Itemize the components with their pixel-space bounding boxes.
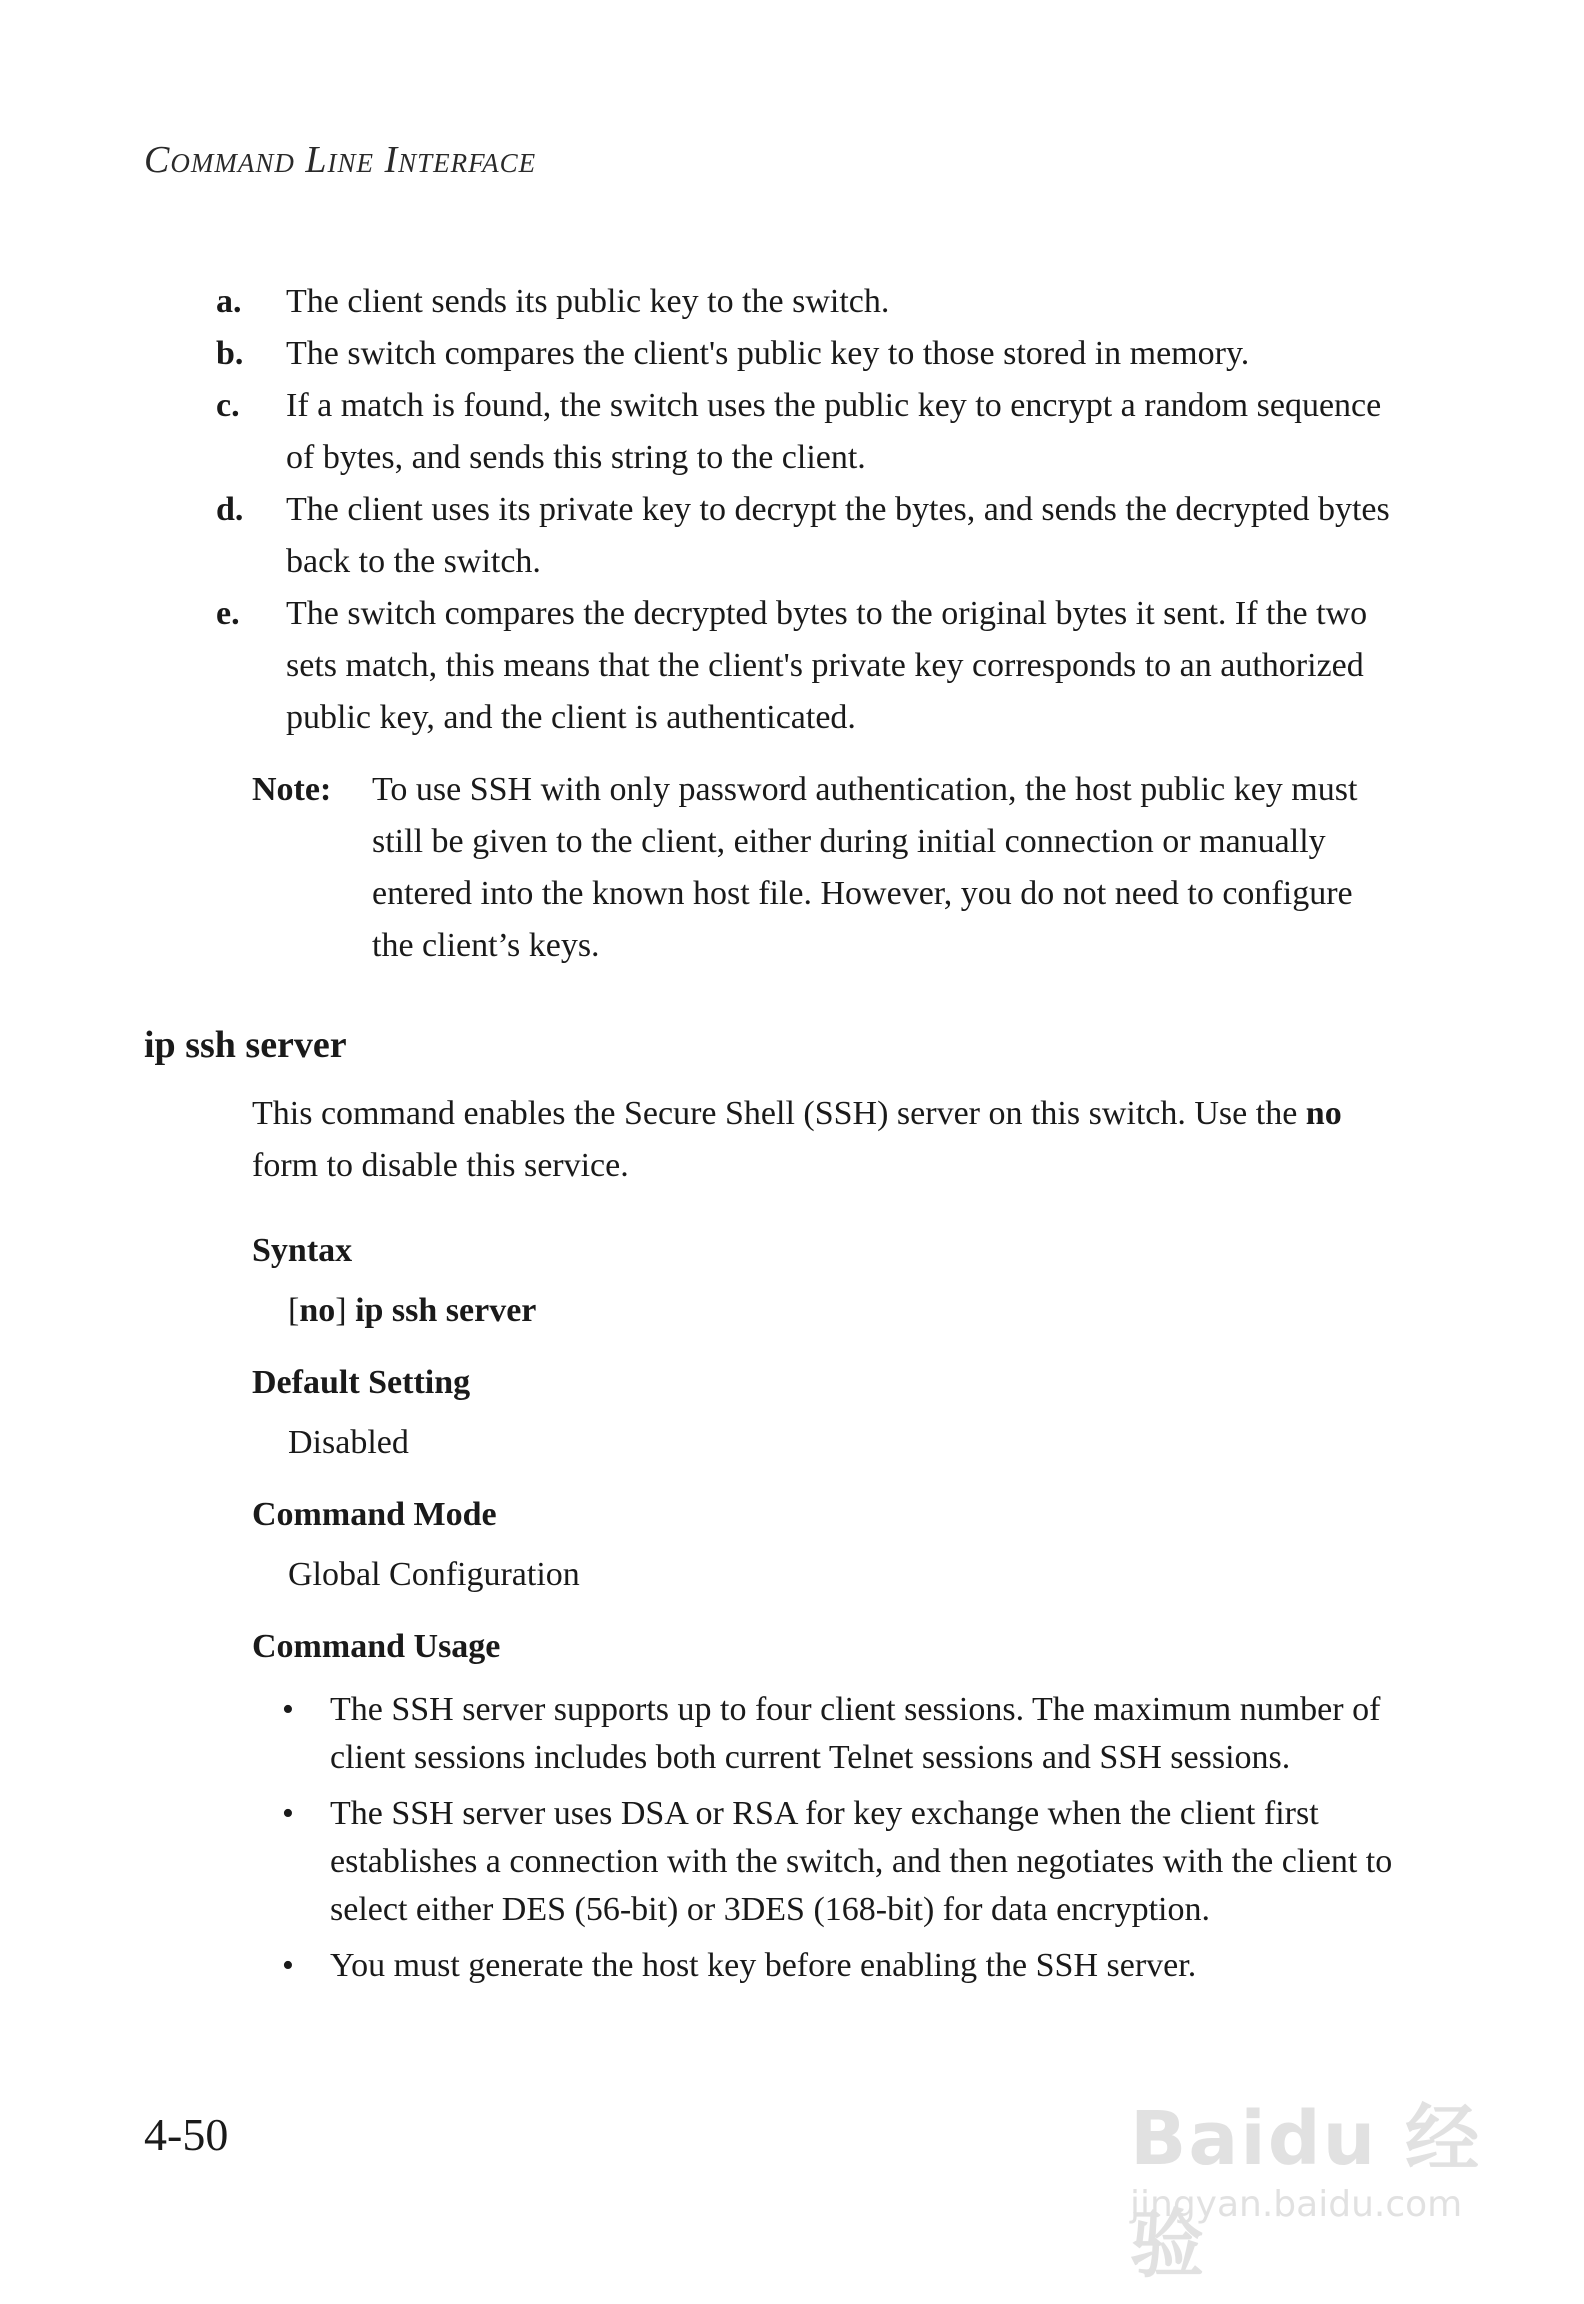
page-number: 4-50 bbox=[144, 2109, 229, 2160]
list-item bbox=[216, 588, 1396, 744]
step-marker: c. bbox=[216, 387, 240, 424]
step-text: If a match is found, the switch uses the public key to encrypt a random sequence of bytes, and sends this string to the client. bbox=[286, 387, 1382, 476]
usage-text: The SSH server supports up to four client sessions. The maximum number of client sessions includes both current Telnet sessions and SSH sessions. bbox=[330, 1691, 1381, 1776]
list-item bbox=[282, 1942, 1402, 1990]
step-text: The client uses its private key to decrypt the bytes, and sends the decrypted bytes back to the switch. bbox=[286, 491, 1390, 580]
running-header: Command Line Interface bbox=[144, 139, 537, 181]
usage-text: You must generate the host key before enabling the SSH server. bbox=[330, 1947, 1197, 1984]
command-usage-heading: Command Usage bbox=[252, 1628, 501, 1665]
command-mode-heading: Command Mode bbox=[252, 1496, 497, 1533]
step-marker: d. bbox=[216, 491, 244, 528]
bullet-icon: • bbox=[282, 1795, 294, 1832]
default-setting-value: Disabled bbox=[288, 1424, 409, 1461]
list-item bbox=[216, 484, 1396, 588]
command-description bbox=[252, 1088, 1402, 1192]
syntax-heading: Syntax bbox=[252, 1232, 353, 1269]
bullet-icon: • bbox=[282, 1691, 294, 1728]
default-setting-heading: Default Setting bbox=[252, 1364, 471, 1401]
step-text: The client sends its public key to the switch. bbox=[286, 283, 890, 320]
list-item bbox=[216, 276, 1396, 328]
note-label: Note: bbox=[252, 771, 332, 808]
baidu-watermark bbox=[1130, 2080, 1490, 2288]
description-text: This command enables the Secure Shell (SSH) server on this switch. Use the bbox=[252, 1095, 1306, 1132]
syntax-bracket-open: [ bbox=[288, 1292, 300, 1329]
step-text: The switch compares the client's public key to those stored in memory. bbox=[286, 335, 1250, 372]
usage-text: The SSH server uses DSA or RSA for key exchange when the client first establishes a connection with the switch, and then negotiates with the client to select either DES (56-bit) or 3DES (168-bit) for data encryption. bbox=[330, 1795, 1393, 1928]
step-marker: e. bbox=[216, 595, 240, 632]
description-text-end: form to disable this service. bbox=[252, 1147, 629, 1184]
command-usage-list bbox=[282, 1686, 1402, 1998]
syntax-value bbox=[288, 1292, 536, 1330]
watermark-url: jingyan.baidu.com bbox=[1130, 2184, 1463, 2225]
list-item bbox=[216, 380, 1396, 484]
syntax-no-keyword: no bbox=[299, 1292, 336, 1329]
list-item bbox=[282, 1686, 1402, 1782]
note-text: To use SSH with only password authentication, the host public key must still be given to the client, either during initial connection or manually entered into the known host file. However, you do not need to configure the client’s keys. bbox=[372, 771, 1358, 964]
command-mode-value: Global Configuration bbox=[288, 1556, 580, 1593]
command-heading: ip ssh server bbox=[144, 1024, 347, 1066]
description-keyword: no bbox=[1305, 1095, 1342, 1132]
syntax-bracket-close: ] bbox=[335, 1292, 347, 1329]
step-marker: b. bbox=[216, 335, 244, 372]
step-text: The switch compares the decrypted bytes to the original bytes it sent. If the two sets match, this means that the client's private key corresponds to an authorized public key, and the client is authenticated. bbox=[286, 595, 1368, 736]
bullet-icon: • bbox=[282, 1947, 294, 1984]
syntax-command: ip ssh server bbox=[346, 1292, 537, 1329]
authentication-steps bbox=[216, 276, 1396, 744]
list-item bbox=[216, 328, 1396, 380]
note-block bbox=[252, 764, 1402, 972]
list-item bbox=[282, 1790, 1402, 1934]
watermark-logo: Baidu 经验 bbox=[1130, 2096, 1482, 2288]
step-marker: a. bbox=[216, 283, 242, 320]
